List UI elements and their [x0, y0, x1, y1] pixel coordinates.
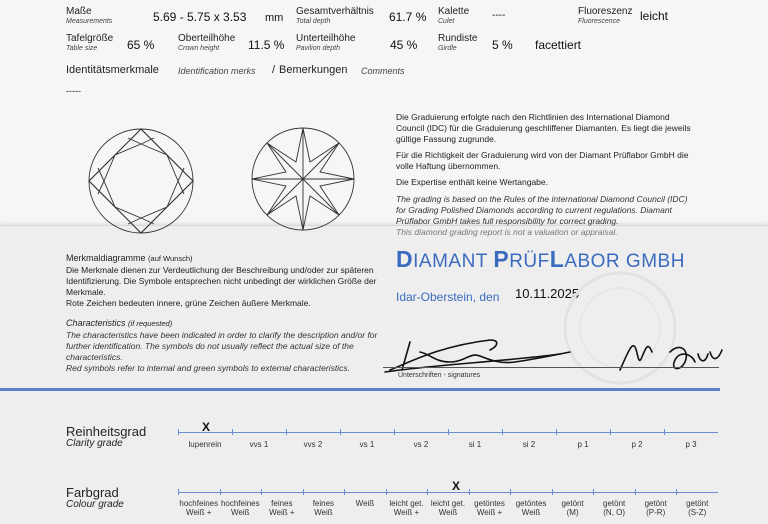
brand-part-ruf: RÜF [509, 251, 550, 272]
crown-height-label-en: Crown height [178, 45, 220, 52]
disclaimer-p4: The grading is based on the Rules of the international Diamond Council (IDC) for Grading Polished Diamonds according to current regulations. Diamant Prüflabor GmbH takes full responsibility for correct grading. [396, 194, 688, 226]
brand-letter-d: D [396, 246, 414, 272]
pavilion-depth-value: 45 % [390, 38, 418, 52]
blue-divider [0, 388, 720, 391]
table-size-label-en: Table size [66, 45, 98, 52]
measurements-value: 5.69 - 5.75 x 3.53 [153, 10, 247, 24]
diagram-title-en: Characteristics [66, 318, 126, 328]
colour-grade-label-line2: (P-R) [646, 508, 666, 517]
clarity-grade-mark: X [202, 420, 211, 434]
brand-part-iamant: IAMANT [413, 251, 494, 272]
colour-grade-label-line1: getöntes [515, 499, 547, 508]
colour-tick [303, 489, 304, 495]
total-depth-label-en: Total depth [296, 18, 331, 25]
diamond-crown-diagram [86, 126, 196, 236]
identification-separator: / [272, 64, 276, 76]
pavilion-depth-label: Unterteilhöhe [296, 33, 356, 44]
pavilion-depth-label-en: Pavilion depth [296, 45, 340, 52]
clarity-grade-label: vs 1 [359, 440, 375, 449]
identification-title: Identitätsmerkmale [66, 64, 159, 76]
colour-grade-label-line1: Weiß [355, 499, 375, 508]
brand-part-abor: ABOR GMBH [564, 251, 685, 272]
colour-tick [635, 489, 636, 495]
measurements-label-en: Measurements [66, 18, 113, 25]
clarity-tick [610, 429, 611, 435]
diagram-title-de: Merkmaldiagramme [66, 253, 146, 263]
colour-scale-line [178, 492, 718, 493]
clarity-grade-label: p 3 [685, 440, 697, 449]
colour-grade-label-line1: leicht get. [430, 499, 466, 508]
colour-grade-label-line1: leicht get. [389, 499, 424, 508]
colour-grade-label-line2: Weiß + [476, 508, 503, 517]
total-depth-label: Gesamtverhältnis [296, 6, 374, 17]
clarity-title-en: Clarity grade [66, 438, 123, 449]
colour-tick [178, 489, 179, 495]
clarity-grade-label: vvs 1 [249, 440, 269, 449]
colour-tick [469, 489, 470, 495]
girdle-value: 5 % [492, 38, 513, 52]
clarity-grade-label: p 2 [631, 440, 643, 449]
clarity-title: Reinheitsgrad [66, 424, 147, 439]
colour-title-en: Colour grade [66, 499, 124, 510]
fluorescence-label-en: Fluorescence [578, 18, 621, 25]
colour-grade-label-line2: Weiß + [186, 508, 212, 517]
identification-title-en: Identification merks [178, 66, 256, 76]
signature-label: Unterschriften - signatures [398, 372, 481, 379]
measurements-label: Maße [66, 6, 92, 17]
disclaimer-p2: Für die Richtigkeit der Graduierung wird von der Diamant Prüflabor GmbH die volle Haftung übernommen. [396, 150, 689, 171]
remarks-title-en: Comments [361, 66, 405, 76]
colour-tick [386, 489, 387, 495]
colour-grade-label-line1: hochfeines [179, 499, 219, 508]
table-size-value: 65 % [127, 38, 155, 52]
diagram-red-green-en: Red symbols refer to internal and green symbols to external characteristics. [66, 363, 350, 373]
colour-grade-label-line2: (M) [566, 508, 579, 517]
colour-tick [261, 489, 262, 495]
clarity-grade-label: vvs 2 [303, 440, 323, 449]
colour-tick [510, 489, 511, 495]
disclaimer-p3: Die Expertise enthält keine Wertangabe. [396, 177, 548, 187]
disclaimer [396, 112, 696, 238]
disclaimer-p1: Die Graduierung erfolgte nach den Richtlinien des International Diamond Council (IDC) für die Graduierung geschliffener Diamanten. Es liegt die jeweils gültige Fassung zugrunde. [396, 112, 691, 144]
colour-grade-label-line1: getönt [644, 499, 667, 508]
colour-grade-label-line1: getöntes [474, 499, 505, 508]
lab-place: Idar-Oberstein, den [396, 290, 500, 304]
table-size-label: Tafelgröße [66, 33, 114, 44]
clarity-tick [664, 429, 665, 435]
identification-value: ----- [66, 86, 81, 96]
crown-height-label: Oberteilhöhe [178, 33, 236, 44]
fluorescence-value: leicht [640, 9, 669, 23]
colour-grade-label-line1: hochfeines [220, 499, 260, 508]
colour-grade-label-line2: Weiß + [393, 508, 420, 517]
colour-grade-label-line1: feines [271, 499, 293, 508]
brand-letter-p: P [493, 246, 510, 272]
signature-line [383, 367, 719, 368]
characteristics-text [66, 252, 378, 374]
colour-tick [593, 489, 594, 495]
clarity-tick [232, 429, 233, 435]
colour-grade-label-line2: (N, O) [603, 508, 626, 517]
colour-grade-label-line2: Weiß [521, 508, 541, 517]
colour-grade-label-line2: Weiß [231, 508, 250, 517]
diagram-red-green-de: Rote Zeichen bedeuten innere, grüne Zeichen äußere Merkmale. [66, 298, 311, 308]
clarity-tick [178, 429, 179, 435]
clarity-grade-label: vs 2 [413, 440, 429, 449]
colour-grade-label-line1: getönt [561, 499, 584, 508]
clarity-grade-label: si 1 [468, 440, 482, 449]
colour-grade-label-line1: feines [312, 499, 335, 508]
diagram-title-en-sub: (if requested) [128, 319, 173, 328]
measurements-unit: mm [265, 12, 284, 24]
colour-grade-label-line2: Weiß + [269, 508, 295, 517]
culet-value: ---- [492, 10, 506, 21]
clarity-tick [448, 429, 449, 435]
colour-tick [344, 489, 345, 495]
clarity-tick [394, 429, 395, 435]
colour-tick [220, 489, 221, 495]
girdle-label: Rundiste [438, 33, 478, 44]
colour-grade-label-line2: Weiß [438, 508, 458, 517]
report-date: 10.11.2025 [515, 286, 580, 301]
clarity-tick [340, 429, 341, 435]
colour-grade-label-line1: getönt [686, 499, 709, 508]
crown-height-value: 11.5 % [248, 38, 285, 52]
colour-grade-label-line1: getönt [603, 499, 626, 508]
girdle-label-en: Girdle [438, 45, 457, 52]
diagram-text-en: The characteristics have been indicated in order to clarify the description and/or for further identification. The symbols do not usually reflect the actual size of the characteristics. [66, 330, 378, 362]
clarity-grade-label: si 2 [522, 440, 536, 449]
brand-letter-l: L [549, 246, 565, 272]
colour-title: Farbgrad [66, 485, 119, 500]
diagram-text-de: Die Merkmale dienen zur Verdeutlichung der Beschreibung und/oder zur späteren Identifizierung. Die Symbole entsprechen nicht unbedingt der wirklichen Größe der Merkmale. [66, 265, 377, 297]
colour-grade-label-line2: (S-Z) [688, 508, 707, 517]
clarity-grade-label: p 1 [577, 440, 589, 449]
fluorescence-label: Fluoreszenz [578, 6, 633, 17]
disclaimer-p5: This diamond grading report is not a valuation or appraisal. [396, 227, 618, 237]
clarity-grade-label: lupenrein [188, 440, 222, 449]
total-depth-value: 61.7 % [389, 10, 427, 24]
clarity-tick [556, 429, 557, 435]
culet-label-en: Culet [438, 18, 455, 25]
clarity-tick [286, 429, 287, 435]
colour-grade-label [673, 499, 721, 517]
diagram-title-de-sub: (auf Wunsch) [148, 254, 193, 263]
diamond-pavilion-diagram [250, 126, 356, 232]
colour-tick [427, 489, 428, 495]
colour-tick [552, 489, 553, 495]
remarks-title: Bemerkungen [279, 64, 348, 76]
culet-label: Kalette [438, 6, 470, 17]
colour-grade-mark: X [452, 479, 461, 493]
colour-tick [676, 489, 677, 495]
colour-grade-label-line2: Weiß [314, 508, 333, 517]
clarity-tick [502, 429, 503, 435]
girdle-description: facettiert [535, 38, 582, 52]
